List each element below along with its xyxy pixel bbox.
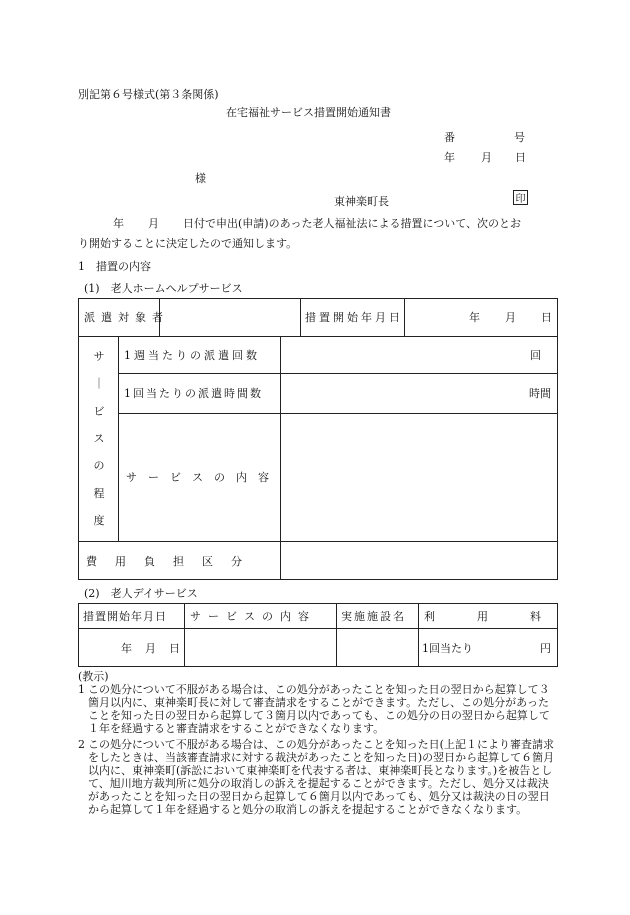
t2-fee-prefix: 1回当たり [422,641,473,655]
t2-date-day: 日 [169,641,180,655]
addressee-suffix: 様 [195,172,206,185]
t2-date-year: 年 [121,641,132,655]
date-year: 年 [444,151,455,164]
date-day: 日 [515,151,526,164]
weekly-count-label: 1週当たりの派遣回数 [124,348,260,362]
start-date-day: 日 [541,311,552,324]
note-item-1: 1 この処分について不服がある場合は、この処分があったことを知った日の翌日から起算して３箇月以内に、東神楽町長に対して審査請求をすることができます。ただし、この処分があったことを知った日の翌日から起算して３箇月以内であっても、この処分の日の翌日から起算して１年を経過すると審査請求をすることができなくなります。 [78,683,550,735]
section-heading: 1 措置の内容 [78,260,151,273]
intro-month: 月 [148,217,159,230]
intro-line2: り開始することに決定したので通知します。 [78,237,298,250]
form-label: 別記第６号様式(第３条関係) [78,88,219,101]
service-content-label: サービスの内容 [126,471,280,484]
cost-label: 費用負担区分 [86,554,260,568]
t2-date-month: 月 [145,641,156,655]
dispatch-target-label: 派遣対象者 [84,311,169,324]
t2-header-facility: 実施施設名 [341,609,406,623]
start-date-label: 措置開始年月日 [305,311,403,324]
number-label: 番 [444,131,455,144]
t2-header-service: サービスの内容 [190,609,316,623]
hours-label: 1回当たりの派遣時間数 [124,387,263,400]
t2-header-fee: 利用料 [424,609,583,623]
notes-heading: (教示) [78,670,109,683]
start-date-month: 月 [505,311,516,324]
document-title: 在宅福祉サービス措置開始通知書 [226,106,391,119]
number-suffix: 号 [514,131,525,144]
service-level-label: サ ｜ ビ ス の 程 度 [93,349,105,528]
subsection-day-service: (2) 老人デイサービス [84,587,198,600]
weekly-count-unit: 回 [530,348,541,362]
note-item-2: 2 この処分について不服がある場合は、この処分があったことを知った日(上記１により審査請求をしたときは、当該審査請求に対する裁決があったことを知った日)の翌日から起算して６箇月以内に、東神楽町(訴訟において東神楽町を代表する者は、東神楽町長となります。)を被告として、旭川地方裁判所に処分の取消しの訴えを提起することができます。ただし、処分又は裁決があったことを知った日の翌日から起算して６箇月以内であっても、処分又は裁決の日の翌日から起算して１年を経過すると処分の取消しの訴えを提起することができなくなります。 [78,738,555,816]
date-month: 月 [481,151,492,164]
t2-fee-unit: 円 [540,641,551,655]
issuer-name: 東神楽町長 [334,195,389,208]
start-date-year: 年 [469,311,480,324]
subsection-home-help: (1) 老人ホームヘルプサービス [84,282,243,295]
seal-mark: 印 [513,190,528,205]
t2-header-start-date: 措置開始年月日 [83,609,167,623]
intro-line1: 日付で申出(申請)のあった老人福祉法による措置について、次のとお [183,217,522,230]
intro-year: 年 [113,217,124,230]
hours-unit: 時間 [529,387,551,400]
